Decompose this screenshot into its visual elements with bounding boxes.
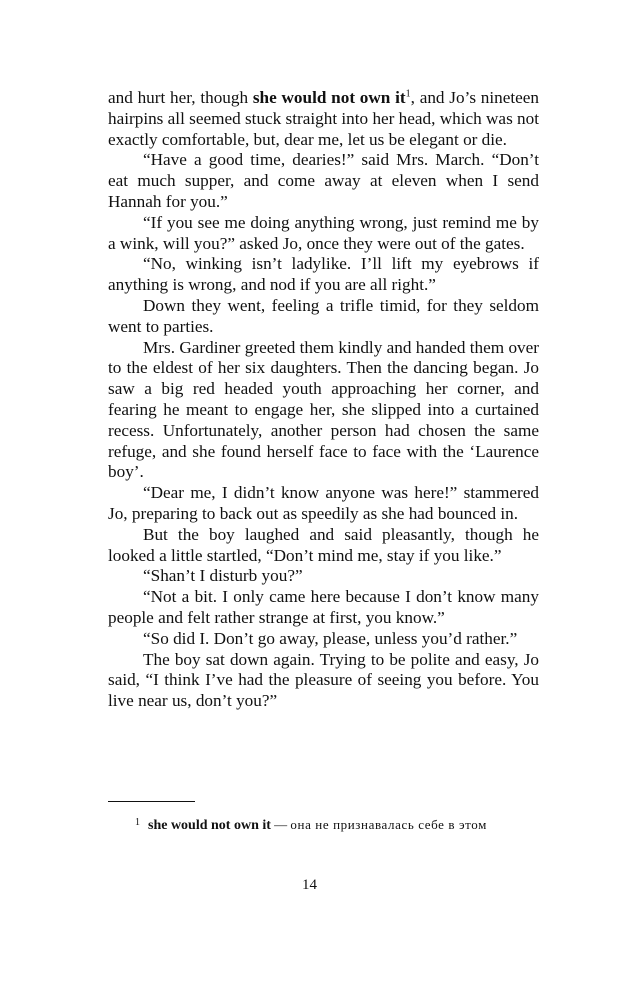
paragraph-1-after: , and Jo’s nineteen hairpins all seemed stuck straight into her head, which was not exactly comfortable, but, dear me, let us be elegant or die. <box>108 88 540 149</box>
footnote-mark: 1 <box>135 817 140 828</box>
paragraph-10: “Not a bit. I only came here because I don’t know many people and felt rather strange at first, you know.” <box>108 587 539 627</box>
paragraph-8: But the boy laughed and said pleasantly, though he looked a little startled, “Don’t mind me, stay if you like.” <box>108 524 539 565</box>
paragraph-3: “If you see me doing anything wrong, just remind me by a wink, will you?” asked Jo, once they were out of the gates. <box>108 212 539 253</box>
footnote-translation: она не признавалась себе в этом <box>290 817 487 832</box>
footnoted-phrase: she would not own it <box>252 88 406 107</box>
paragraph-1 <box>108 88 539 150</box>
paragraph-2: “Have a good time, dearies!” said Mrs. March. “Don’t eat much supper, and come away at eleven when I send Hannah for you.” <box>108 150 539 211</box>
footnote-dash: — <box>270 817 291 832</box>
paragraph-5: Down they went, feeling a trifle timid, for they seldom went to parties. <box>108 295 539 336</box>
paragraph-12: The boy sat down again. Trying to be polite and easy, Jo said, “I think I’ve had the pleasure of seeing you before. You live near us, don’t you?” <box>108 649 539 711</box>
paragraph-4: “No, winking isn’t ladylike. I’ll lift my eyebrows if anything is wrong, and nod if you are all right.” <box>108 254 539 295</box>
paragraph-7: “Dear me, I didn’t know anyone was here!” stammered Jo, preparing to back out as speedily as she had bounced in. <box>108 483 539 523</box>
page-body <box>108 88 539 712</box>
footnote-separator <box>108 801 195 802</box>
paragraph-6: Mrs. Gardiner greeted them kindly and handed them over to the eldest of her six daughters. Then the dancing began. Jo saw a big red headed youth approaching her corner, and fearing he meant to engage her, she slipped into a curtained recess. Unfortunately, another person had chosen the same refuge, and she found herself face to face with the ‘Laurence boy’. <box>108 337 539 482</box>
footnote <box>108 812 539 836</box>
paragraph-1-before: and hurt her, though <box>108 88 253 107</box>
page-number: 14 <box>302 877 317 893</box>
footnote-term: she would not own it <box>148 818 271 833</box>
footnote-reference[interactable]: 1 <box>405 88 411 100</box>
paragraph-9: “Shan’t I disturb you?” <box>143 566 303 586</box>
paragraph-11: “So did I. Don’t go away, please, unless you’d rather.” <box>143 628 518 648</box>
